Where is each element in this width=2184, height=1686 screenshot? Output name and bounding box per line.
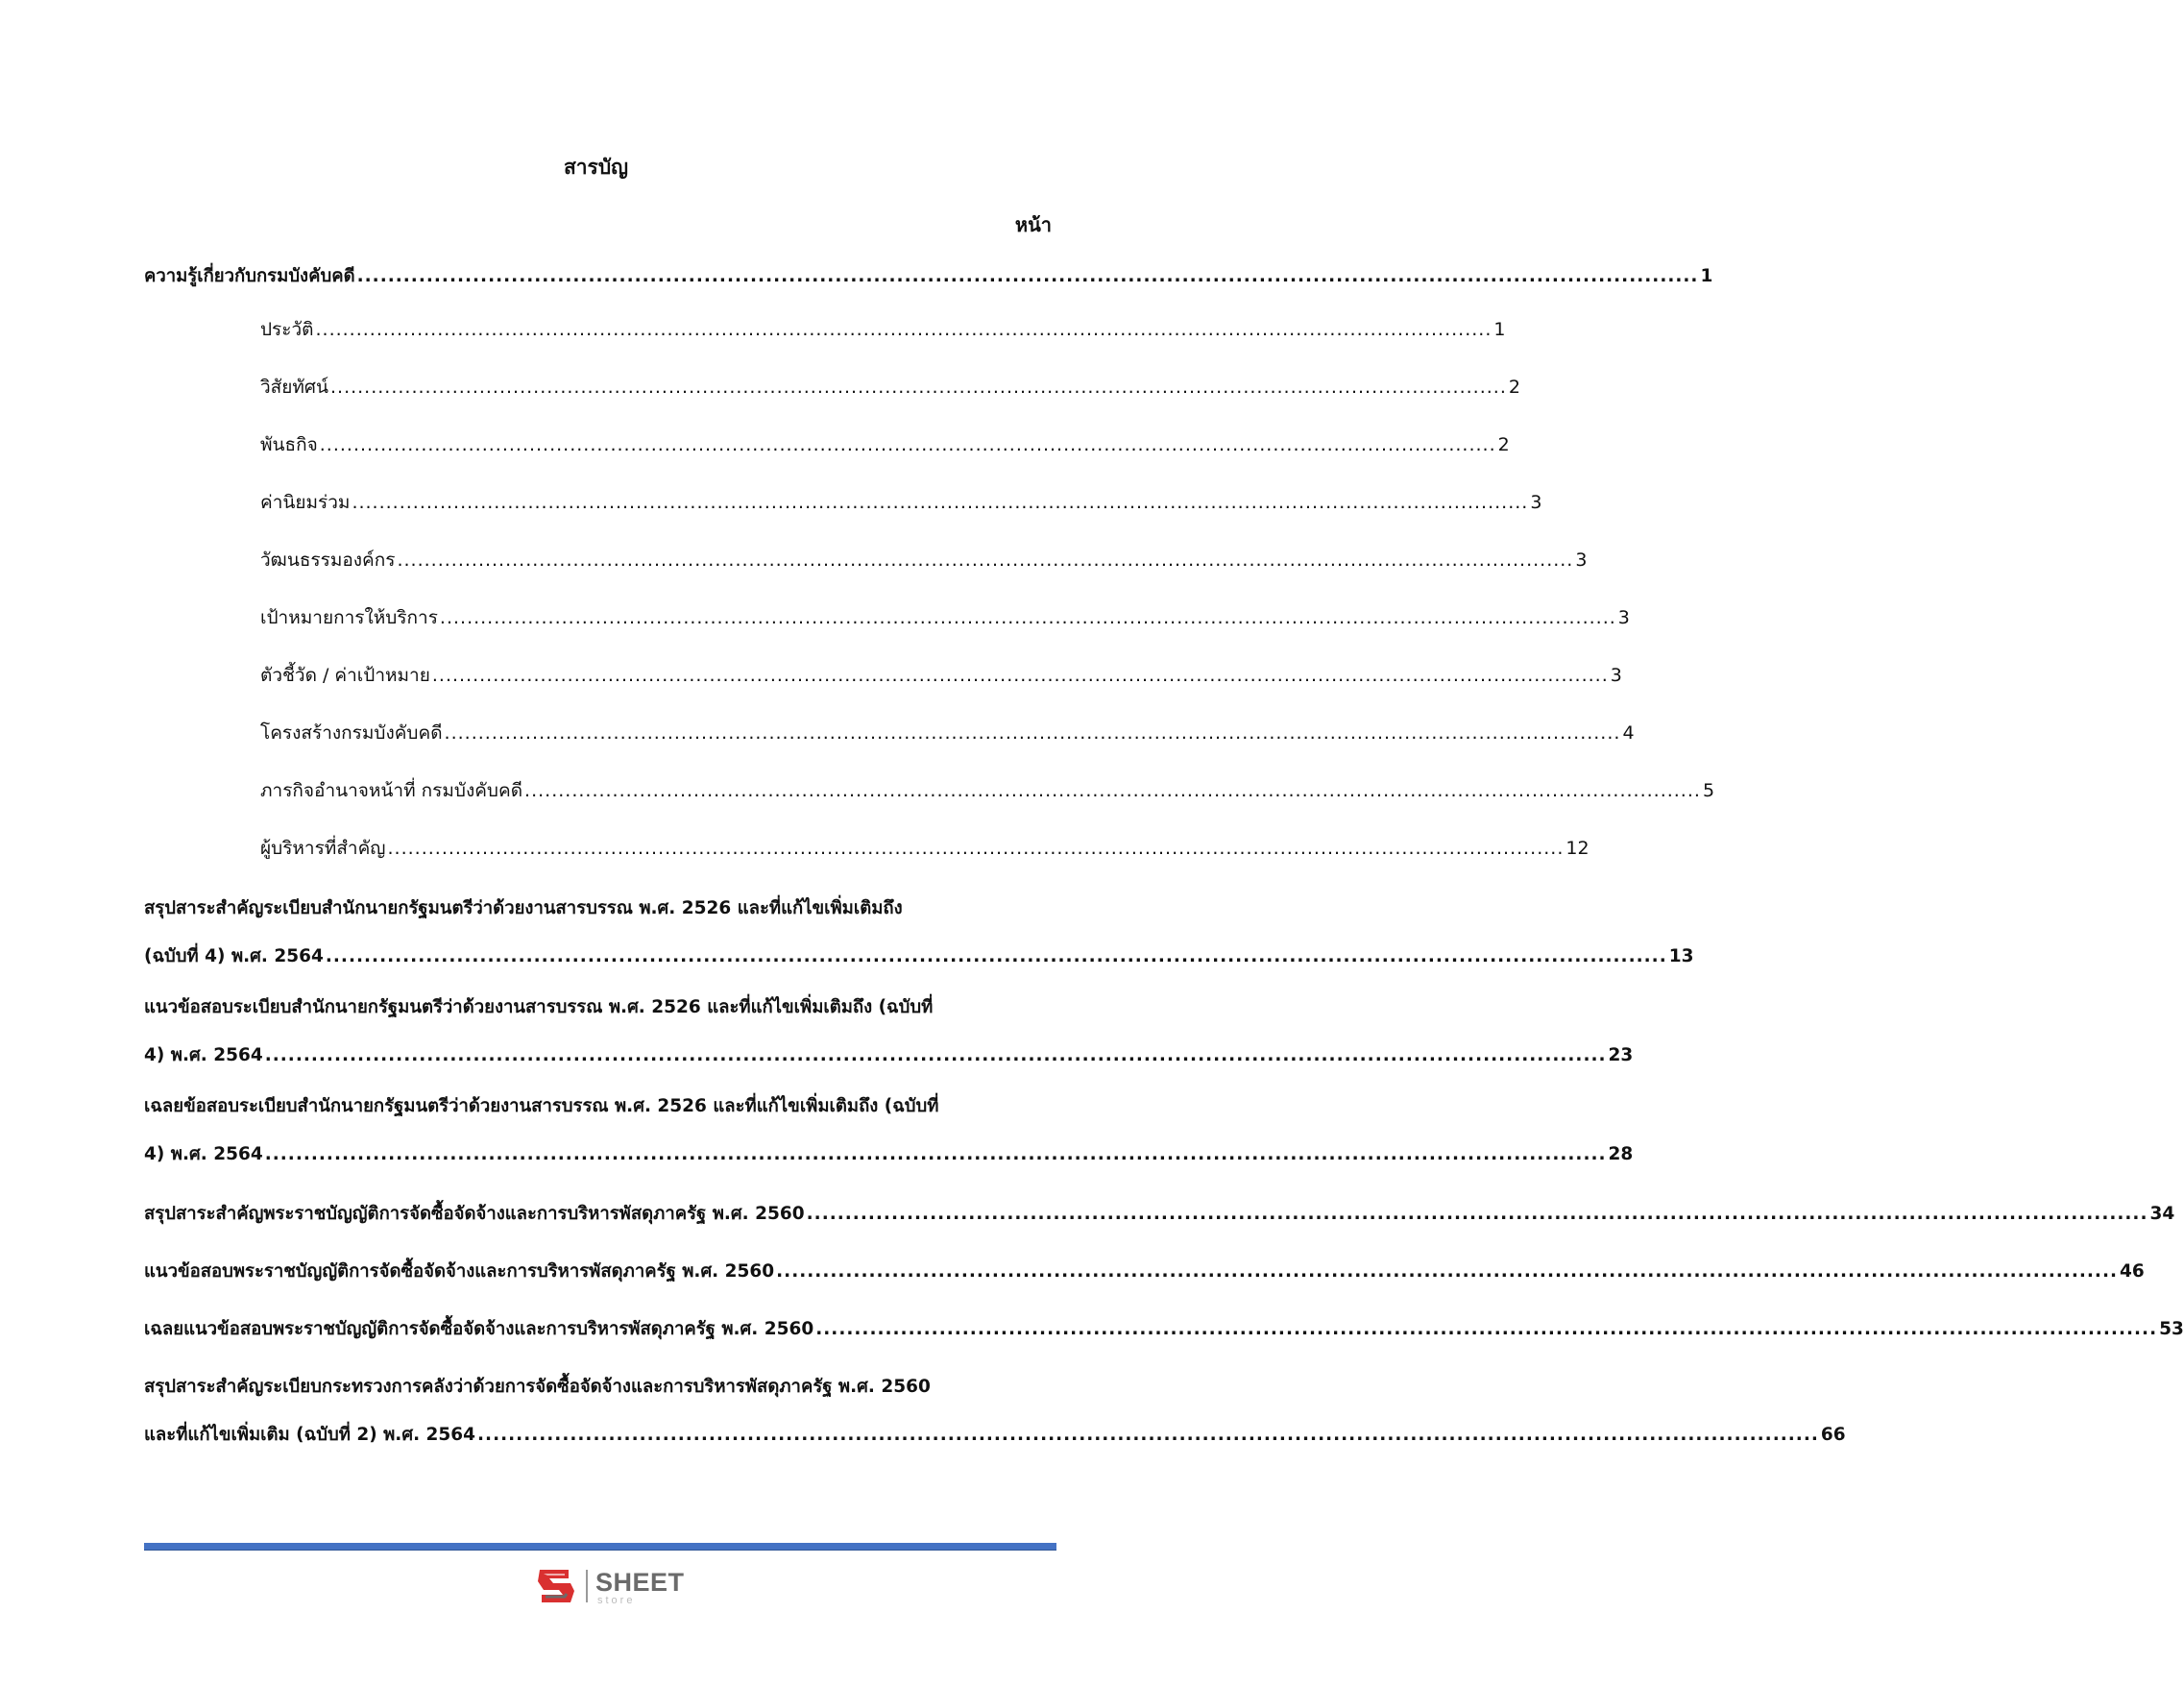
toc-leader: .............................................................................................................................................................................. bbox=[431, 665, 1609, 686]
toc-page-number: 3 bbox=[1575, 550, 1588, 571]
toc-entry-label: เฉลยแนวข้อสอบพระราชบัญญัติการจัดซื้อจัดจ้างและการบริหารพัสดุภาครัฐ พ.ศ. 2560 bbox=[144, 1319, 814, 1339]
toc-page-number: 28 bbox=[1608, 1144, 1634, 1164]
toc-entry[interactable] bbox=[144, 1143, 1634, 1166]
toc-leader: .............................................................................................................................................................................. bbox=[329, 377, 1507, 398]
toc-leader: .............................................................................................................................................................................. bbox=[439, 607, 1616, 628]
toc-page-number: 2 bbox=[1508, 377, 1520, 398]
toc-subentry[interactable] bbox=[260, 721, 1635, 745]
toc-leader: .............................................................................................................................................................................. bbox=[352, 492, 1529, 513]
toc-subentry[interactable] bbox=[260, 549, 1588, 572]
toc-subentry[interactable] bbox=[260, 433, 1510, 456]
toc-page-number: 12 bbox=[1565, 838, 1589, 859]
toc-subentry[interactable] bbox=[260, 318, 1506, 341]
toc-page-number: 13 bbox=[1668, 946, 1694, 966]
logo-subtext: store bbox=[597, 1595, 636, 1606]
toc-page-number: 34 bbox=[2149, 1204, 2175, 1224]
toc-entry[interactable] bbox=[144, 1260, 2145, 1283]
toc-entry-label: เป้าหมายการให้บริการ bbox=[260, 607, 438, 628]
toc-leader: .............................................................................................................................................................................. bbox=[319, 434, 1496, 455]
logo-divider bbox=[586, 1570, 588, 1602]
toc-entry-label: (ฉบับที่ 4) พ.ศ. 2564 bbox=[144, 946, 324, 966]
toc-page-number: 3 bbox=[1530, 492, 1542, 513]
toc-entry-label: วัฒนธรรมองค์กร bbox=[260, 550, 396, 571]
toc-entry-label: พันธกิจ bbox=[260, 434, 318, 455]
toc-entry-line1: แนวข้อสอบระเบียบสำนักนายกรัฐมนตรีว่าด้วยงานสารบรรณ พ.ศ. 2526 และที่แก้ไขเพิ่มเติมถึง (ฉบับที่ bbox=[144, 997, 934, 1017]
toc-page-number: 23 bbox=[1608, 1045, 1634, 1065]
toc-page-number: 2 bbox=[1497, 434, 1510, 455]
toc-entry-label: 4) พ.ศ. 2564 bbox=[144, 1045, 263, 1065]
toc-leader: .............................................................................................................................................................................. bbox=[806, 1204, 2148, 1224]
toc-entry[interactable] bbox=[144, 945, 1694, 968]
toc-entry-label: สรุปสาระสำคัญพระราชบัญญัติการจัดซื้อจัดจ้างและการบริหารพัสดุภาครัฐ พ.ศ. 2560 bbox=[144, 1204, 805, 1224]
toc-leader: .............................................................................................................................................................................. bbox=[387, 838, 1565, 859]
toc-entry-line1: สรุปสาระสำคัญระเบียบกระทรวงการคลังว่าด้วยการจัดซื้อจัดจ้างและการบริหารพัสดุภาครัฐ พ.ศ. 2560 bbox=[144, 1377, 931, 1397]
toc-entry-line1: เฉลยข้อสอบระเบียบสำนักนายกรัฐมนตรีว่าด้วยงานสารบรรณ พ.ศ. 2526 และที่แก้ไขเพิ่มเติมถึง (ฉบับที่ bbox=[144, 1096, 939, 1116]
toc-entry[interactable] bbox=[144, 1044, 1634, 1067]
toc-entry[interactable] bbox=[144, 1424, 1846, 1447]
toc-page-number: 1 bbox=[1700, 266, 1713, 286]
toc-entry[interactable] bbox=[144, 1203, 2175, 1226]
toc-leader: .............................................................................................................................................................................. bbox=[356, 266, 1699, 286]
toc-entry-label: ตัวชี้วัด / ค่าเป้าหมาย bbox=[260, 665, 430, 686]
toc-leader: .............................................................................................................................................................................. bbox=[524, 780, 1701, 801]
toc-leader: .............................................................................................................................................................................. bbox=[815, 1319, 2158, 1339]
toc-entry-label: โครงสร้างกรมบังคับคดี bbox=[260, 722, 443, 744]
toc-page-number: 1 bbox=[1493, 319, 1506, 340]
toc-leader: .............................................................................................................................................................................. bbox=[315, 319, 1492, 340]
toc-subentry[interactable] bbox=[260, 837, 1589, 860]
toc-page-number: 5 bbox=[1702, 780, 1715, 801]
toc-entry-label: ภารกิจอำนาจหน้าที่ กรมบังคับคดี bbox=[260, 780, 523, 801]
toc-entry-label: ความรู้เกี่ยวกับกรมบังคับคดี bbox=[144, 266, 355, 286]
toc-subentry[interactable] bbox=[260, 606, 1630, 629]
toc-subentry[interactable] bbox=[260, 491, 1542, 514]
toc-entry-label: 4) พ.ศ. 2564 bbox=[144, 1144, 263, 1164]
sheet-store-s-logo-icon bbox=[532, 1564, 582, 1610]
toc-leader: .............................................................................................................................................................................. bbox=[264, 1045, 1607, 1065]
toc-leader: .............................................................................................................................................................................. bbox=[776, 1261, 2118, 1282]
toc-subentry[interactable] bbox=[260, 664, 1622, 687]
toc-entry-label: วิสัยทัศน์ bbox=[260, 377, 328, 398]
toc-page-number: 3 bbox=[1610, 665, 1622, 686]
footer-rule bbox=[144, 1543, 1056, 1551]
toc-leader: .............................................................................................................................................................................. bbox=[477, 1425, 1819, 1445]
sheet-store-logo bbox=[532, 1564, 695, 1610]
toc-leader: .............................................................................................................................................................................. bbox=[397, 550, 1574, 571]
toc-entry-label: ผู้บริหารที่สำคัญ bbox=[260, 838, 386, 859]
toc-entry-label: แนวข้อสอบพระราชบัญญัติการจัดซื้อจัดจ้างและการบริหารพัสดุภาครัฐ พ.ศ. 2560 bbox=[144, 1261, 775, 1282]
toc-page-number: 4 bbox=[1622, 722, 1635, 744]
toc-leader: .............................................................................................................................................................................. bbox=[325, 946, 1667, 966]
toc-entry[interactable] bbox=[144, 265, 1713, 288]
page-title: สารบัญ bbox=[563, 156, 629, 179]
toc-leader: .............................................................................................................................................................................. bbox=[444, 722, 1621, 744]
toc-page-number: 53 bbox=[2159, 1319, 2184, 1339]
toc-entry-line1: สรุปสาระสำคัญระเบียบสำนักนายกรัฐมนตรีว่าด้วยงานสารบรรณ พ.ศ. 2526 และที่แก้ไขเพิ่มเติมถึง bbox=[144, 898, 903, 918]
logo-text: SHEET bbox=[595, 1568, 685, 1597]
toc-entry-label: และที่แก้ไขเพิ่มเติม (ฉบับที่ 2) พ.ศ. 2564 bbox=[144, 1425, 476, 1445]
toc-page-number: 46 bbox=[2120, 1261, 2145, 1282]
toc-subentry[interactable] bbox=[260, 779, 1715, 802]
toc-entry[interactable] bbox=[144, 1318, 2184, 1341]
toc-page-number: 3 bbox=[1617, 607, 1630, 628]
toc-entry-label: ประวัติ bbox=[260, 319, 314, 340]
toc-entry-label: ค่านิยมร่วม bbox=[260, 492, 351, 513]
toc-leader: .............................................................................................................................................................................. bbox=[264, 1144, 1607, 1164]
page-column-header: หน้า bbox=[1014, 213, 1052, 236]
toc-subentry[interactable] bbox=[260, 376, 1520, 399]
toc-page-number: 66 bbox=[1820, 1425, 1846, 1445]
